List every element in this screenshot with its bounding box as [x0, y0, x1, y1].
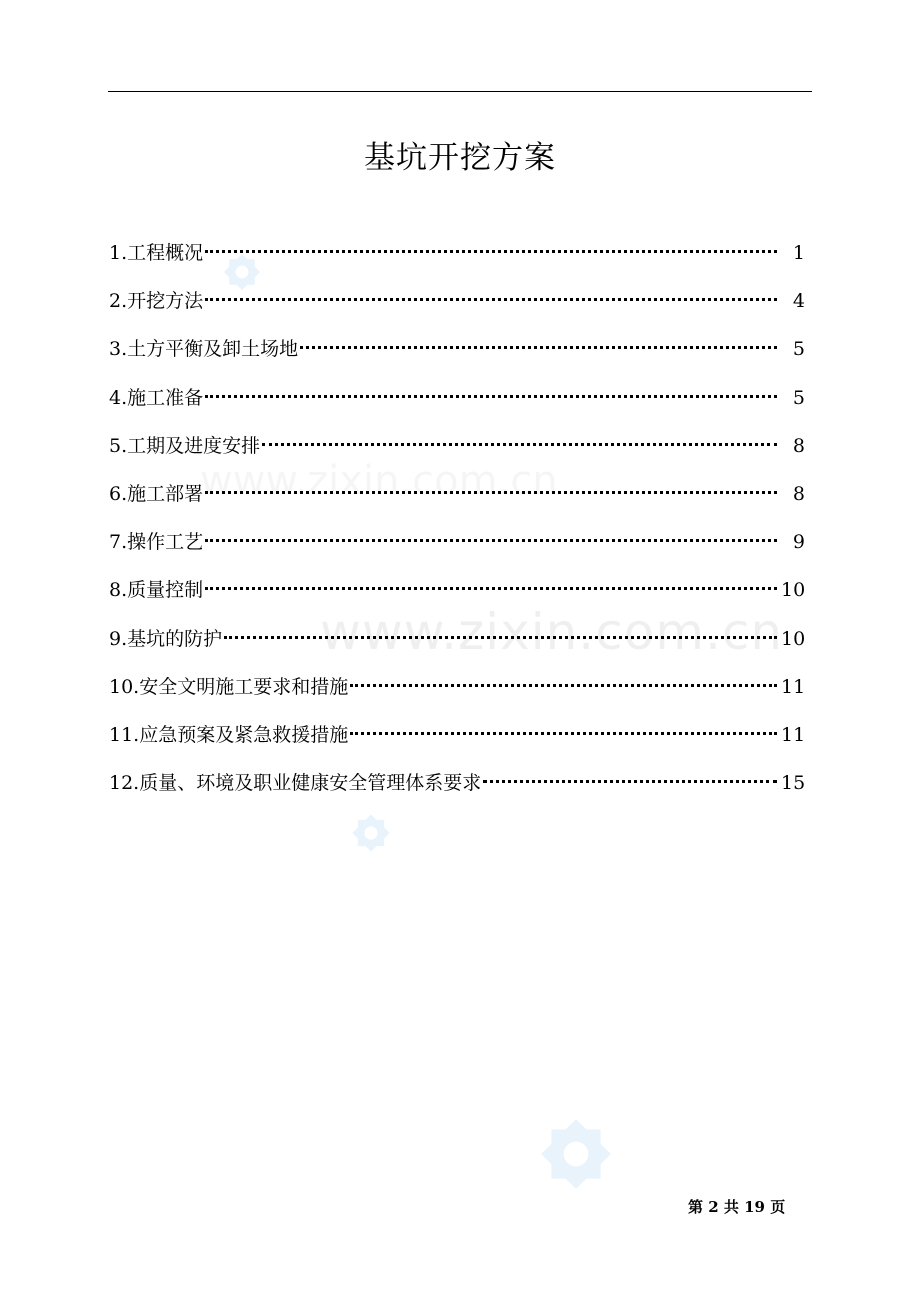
header-rule — [108, 91, 812, 92]
toc-entry-page: 15 — [781, 772, 806, 795]
toc-entry-label: 9.基坑的防护 — [109, 627, 223, 650]
toc-leader-dots — [205, 395, 777, 398]
toc-entry-page: 5 — [792, 386, 805, 409]
toc-entry-page: 4 — [792, 290, 805, 313]
toc-entry-page: 1 — [792, 242, 805, 264]
toc-entry-label: 12.质量、环境及职业健康安全管理体系要求 — [109, 772, 482, 795]
toc-entry-label: 8.质量控制 — [109, 579, 204, 602]
toc-entry-page: 11 — [781, 675, 806, 698]
toc-entry[interactable] — [109, 718, 805, 766]
toc-entry[interactable] — [109, 284, 805, 332]
toc-leader-dots — [205, 250, 777, 253]
watermark-emblem-icon — [520, 1098, 632, 1210]
toc-leader-dots — [205, 298, 777, 301]
document-title: 基坑开挖方案 — [364, 140, 556, 176]
toc-leader-dots — [483, 780, 777, 783]
toc-leader-dots — [205, 539, 777, 542]
toc-entry-label: 6.施工部署 — [109, 482, 204, 505]
toc-entry-label: 2.开挖方法 — [109, 290, 204, 313]
toc-entry[interactable] — [109, 573, 805, 621]
toc-entry[interactable] — [109, 332, 805, 380]
toc-entry[interactable] — [109, 477, 805, 525]
toc-entry-label: 4.施工准备 — [109, 386, 204, 409]
toc-entry-page: 5 — [792, 338, 805, 361]
toc-entry-page: 11 — [781, 723, 806, 746]
toc-entry-page: 9 — [792, 531, 805, 554]
toc-leader-dots — [300, 346, 777, 349]
toc-entry-label: 10.安全文明施工要求和措施 — [109, 675, 349, 698]
toc-entry-label: 1.工程概况 — [109, 242, 204, 264]
toc-leader-dots — [262, 443, 777, 446]
toc-leader-dots — [205, 491, 777, 494]
toc-entry[interactable] — [109, 236, 805, 284]
toc-entry-page: 10 — [781, 579, 806, 602]
toc-entry[interactable] — [109, 525, 805, 573]
toc-entry-label: 3.土方平衡及卸土场地 — [109, 338, 299, 361]
toc-entry-page: 10 — [781, 627, 806, 650]
toc-entry[interactable] — [109, 670, 805, 718]
table-of-contents — [109, 236, 805, 814]
toc-leader-dots — [350, 684, 777, 687]
toc-entry-page: 8 — [792, 434, 805, 457]
toc-leader-dots — [205, 587, 777, 590]
toc-entry[interactable] — [109, 622, 805, 670]
toc-entry[interactable] — [109, 766, 805, 814]
toc-leader-dots — [350, 732, 777, 735]
toc-entry-label: 11.应急预案及紧急救援措施 — [109, 723, 349, 746]
toc-entry-label: 7.操作工艺 — [109, 531, 204, 554]
toc-entry[interactable] — [109, 429, 805, 477]
toc-entry-page: 8 — [792, 482, 805, 505]
toc-entry[interactable] — [109, 381, 805, 429]
toc-entry-label: 5.工期及进度安排 — [109, 434, 261, 457]
watermark-text: www.zixin.com.cn — [320, 603, 784, 661]
toc-leader-dots — [224, 636, 777, 639]
page-number-footer: 第 2 共 19 页 — [688, 1198, 786, 1216]
